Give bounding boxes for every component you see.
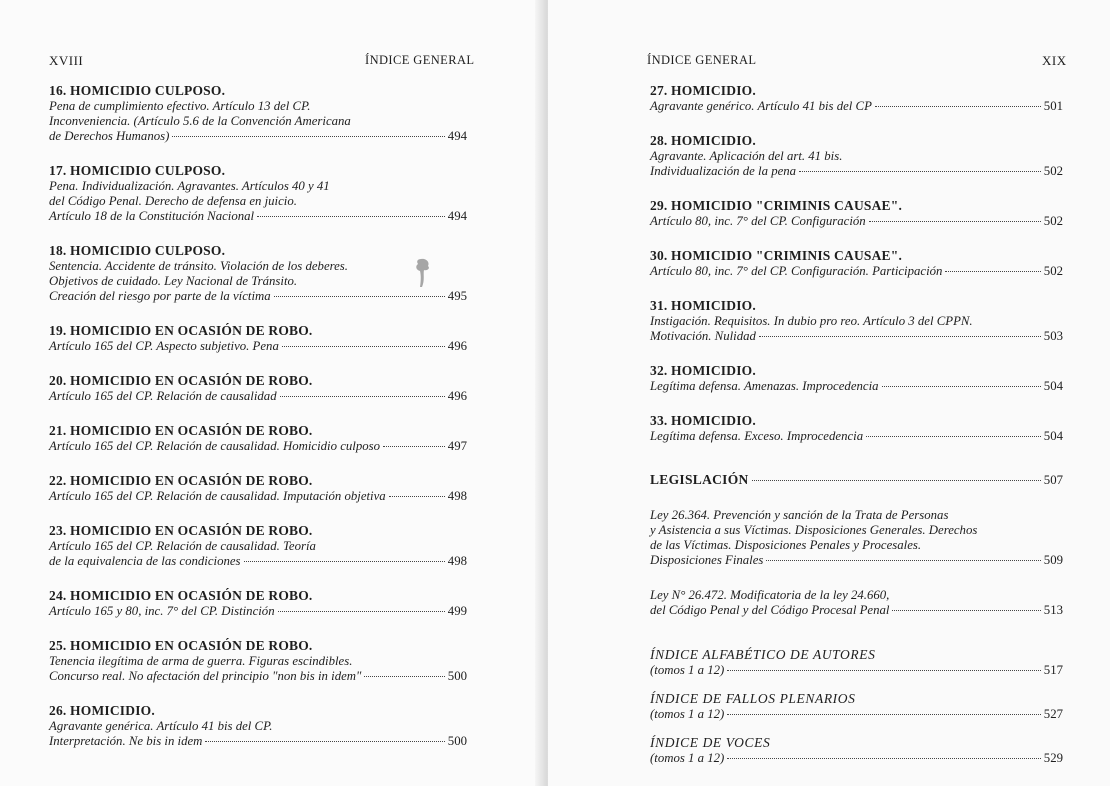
entry-text: Artículo 165 del CP. Relación de causalidad [49,389,277,403]
entry-last-line [49,389,467,404]
dot-leader [205,741,444,742]
entry-text: Artículo 165 y 80, inc. 7° del CP. Distinción [49,604,275,618]
entry-text: (tomos 1 a 12) [650,751,725,765]
dot-leader [752,480,1041,481]
entry-text: Disposiciones Finales [650,553,764,567]
page-number-left: XVIII [49,53,84,68]
entry-text: Artículo 18 de la Constitución Nacional [49,209,255,223]
page-ref: 517 [1043,663,1063,677]
entry-text: Legítima defensa. Exceso. Improcedencia [650,429,864,443]
toc-entry [650,247,1063,279]
entry-text-line: del Código Penal. Derecho de defensa en juicio. [49,194,297,208]
running-head-left: ÍNDICE GENERAL [365,53,475,67]
page-ref: 529 [1043,751,1063,765]
entry-heading: 28. HOMICIDIO. [650,133,756,148]
entry-text: Artículo 80, inc. 7° del CP. Configuración [650,214,866,228]
legislacion-section [650,472,1063,618]
ink-smudge [412,256,434,290]
page-ref: 502 [1043,214,1063,228]
toc-entry [49,422,467,454]
entry-text: Legítima defensa. Amenazas. Improcedencia [650,379,879,393]
index-entry [650,690,1063,722]
entry-text: Artículo 165 del CP. Relación de causalidad. Homicidio culposo [49,439,381,453]
entry-heading: 24. HOMICIDIO EN OCASIÓN DE ROBO. [49,588,313,603]
entry-last-line [650,663,1063,678]
entry-last-line [650,429,1063,444]
entry-text: Artículo 80, inc. 7° del CP. Configuración. Participación [650,264,943,278]
page-ref: 498 [447,489,467,503]
toc-entry [49,242,467,304]
entry-text-line: Pena. Individualización. Agravantes. Artículos 40 y 41 [49,179,330,193]
entry-heading: 19. HOMICIDIO EN OCASIÓN DE ROBO. [49,323,313,338]
entry-last-line [650,264,1063,279]
page-ref: 507 [1043,473,1063,487]
ley-text-line: de las Víctimas. Disposiciones Penales y Procesales. [650,538,922,552]
entry-text-line: Pena de cumplimiento efectivo. Artículo 13 del CP. [49,99,311,113]
dot-leader [882,386,1041,387]
left-page [0,0,548,786]
entry-last-line [49,289,467,304]
toc-entry [49,637,467,684]
page-ref: 504 [1043,379,1063,393]
entry-text: de Derechos Humanos) [49,129,170,143]
page-ref: 513 [1043,603,1063,617]
page-ref: 500 [447,734,467,748]
entry-heading: 32. HOMICIDIO. [650,363,756,378]
toc-entry [49,322,467,354]
toc-entry [49,162,467,224]
dot-leader [766,560,1040,561]
page-ref: 498 [447,554,467,568]
dot-leader [280,396,445,397]
ley-entry [650,508,1063,568]
page-ref: 527 [1043,707,1063,721]
entry-last-line [650,99,1063,114]
entry-text: Interpretación. Ne bis in idem [49,734,203,748]
legislacion-heading: LEGISLACIÓN [650,472,749,487]
toc-entry [49,522,467,569]
page-ref: 503 [1043,329,1063,343]
dot-leader [727,758,1041,759]
entry-heading: 22. HOMICIDIO EN OCASIÓN DE ROBO. [49,473,313,488]
page-ref: 502 [1043,264,1063,278]
entry-heading: 27. HOMICIDIO. [650,83,756,98]
toc-entry [49,372,467,404]
page-ref: 494 [447,209,467,223]
entry-last-line [49,604,467,619]
entry-heading: 16. HOMICIDIO CULPOSO. [49,83,226,98]
page-ref: 494 [447,129,467,143]
entry-last-line [650,329,1063,344]
entry-text: Individualización de la pena [650,164,797,178]
dot-leader [244,561,445,562]
page-ref: 497 [447,439,467,453]
page-ref: 499 [447,604,467,618]
dot-leader [274,296,445,297]
entry-last-line [49,209,467,224]
entry-last-line [49,489,467,504]
toc-entry [650,82,1063,114]
entry-last-line [49,339,467,354]
entry-text-line: Inconveniencia. (Artículo 5.6 de la Convención Americana [49,114,351,128]
entry-heading: 33. HOMICIDIO. [650,413,756,428]
toc-entry [49,82,467,144]
indices-section [650,646,1063,766]
entry-last-line [650,553,1063,568]
entry-text-line: Artículo 165 del CP. Relación de causalidad. Teoría [49,539,316,553]
toc-entry [650,362,1063,394]
page-ref: 500 [447,669,467,683]
toc-entry [49,587,467,619]
entry-last-line [650,164,1063,179]
dot-leader [364,676,444,677]
entry-last-line [49,669,467,684]
page-ref: 504 [1043,429,1063,443]
dot-leader [727,670,1041,671]
toc-entry [49,472,467,504]
entry-last-line [650,379,1063,394]
entry-last-line [49,439,467,454]
entry-heading: 23. HOMICIDIO EN OCASIÓN DE ROBO. [49,523,313,538]
entry-text-line: Sentencia. Accidente de tránsito. Violación de los deberes. [49,259,348,273]
dot-leader [389,496,445,497]
entry-text-line: Objetivos de cuidado. Ley Nacional de Tránsito. [49,274,298,288]
entry-text: Creación del riesgo por parte de la víctima [49,289,271,303]
toc-entry [650,132,1063,179]
dot-leader [727,714,1041,715]
ley-text-line: Ley 26.364. Prevención y sanción de la Trata de Personas [650,508,949,522]
entry-last-line [650,707,1063,722]
entry-text-line: Instigación. Requisitos. In dubio pro reo. Artículo 3 del CPPN. [650,314,973,328]
entry-heading: 26. HOMICIDIO. [49,703,155,718]
entry-heading: 30. HOMICIDIO "CRIMINIS CAUSAE". [650,248,903,263]
index-entry [650,734,1063,766]
dot-leader [945,271,1040,272]
toc-entry [650,297,1063,344]
page-ref: 495 [447,289,467,303]
ley-text-line: y Asistencia a sus Víctimas. Disposiciones Generales. Derechos [650,523,978,537]
dot-leader [799,171,1041,172]
entry-text: Concurso real. No afectación del principio "non bis in idem" [49,669,362,683]
entry-text: de la equivalencia de las condiciones [49,554,241,568]
dot-leader [892,610,1040,611]
toc-entry [650,412,1063,444]
dot-leader [282,346,445,347]
entry-heading: 20. HOMICIDIO EN OCASIÓN DE ROBO. [49,373,313,388]
entry-heading: 18. HOMICIDIO CULPOSO. [49,243,226,258]
index-title: ÍNDICE DE FALLOS PLENARIOS [650,691,856,706]
entry-heading: 31. HOMICIDIO. [650,298,756,313]
left-toc-list [49,82,467,767]
leyes-list [650,508,1063,618]
ley-entry [650,588,1063,618]
page-ref: 496 [447,339,467,353]
entry-last-line [49,129,467,144]
toc-entry [650,197,1063,229]
entry-text: Artículo 165 del CP. Relación de causalidad. Imputación objetiva [49,489,386,503]
right-toc-list [650,82,1063,778]
toc-entry [49,702,467,749]
entry-last-line [650,214,1063,229]
dot-leader [875,106,1041,107]
index-entry [650,646,1063,678]
legislacion-line [650,472,1063,488]
entry-text-line: Tenencia ilegítima de arma de guerra. Figuras escindibles. [49,654,353,668]
entry-last-line [650,603,1063,618]
index-title: ÍNDICE DE VOCES [650,735,771,750]
page-ref: 496 [447,389,467,403]
dot-leader [759,336,1041,337]
entry-text-line: Agravante genérica. Artículo 41 bis del CP. [49,719,273,733]
entry-heading: 29. HOMICIDIO "CRIMINIS CAUSAE". [650,198,903,213]
entry-text: Motivación. Nulidad [650,329,756,343]
entry-heading: 21. HOMICIDIO EN OCASIÓN DE ROBO. [49,423,313,438]
page-ref: 501 [1043,99,1063,113]
index-title: ÍNDICE ALFABÉTICO DE AUTORES [650,647,876,662]
page-number-right: XIX [1042,53,1067,68]
entry-text: del Código Penal y del Código Procesal Penal [650,603,890,617]
entry-last-line [650,751,1063,766]
entry-text-line: Agravante. Aplicación del art. 41 bis. [650,149,843,163]
dot-leader [383,446,445,447]
page-ref: 509 [1043,553,1063,567]
dot-leader [257,216,445,217]
entry-text: Agravante genérico. Artículo 41 bis del CP [650,99,872,113]
entry-heading: 25. HOMICIDIO EN OCASIÓN DE ROBO. [49,638,313,653]
dot-leader [278,611,445,612]
entry-text: Artículo 165 del CP. Aspecto subjetivo. Pena [49,339,279,353]
dot-leader [866,436,1041,437]
dot-leader [869,221,1041,222]
running-head-right: ÍNDICE GENERAL [647,53,757,67]
entry-last-line [49,554,467,569]
entry-text: (tomos 1 a 12) [650,707,725,721]
entry-text: (tomos 1 a 12) [650,663,725,677]
right-numbered-entries [650,82,1063,444]
entry-heading: 17. HOMICIDIO CULPOSO. [49,163,226,178]
ley-text-line: Ley N° 26.472. Modificatoria de la ley 24.660, [650,588,890,602]
page-ref: 502 [1043,164,1063,178]
dot-leader [172,136,444,137]
entry-last-line [49,734,467,749]
